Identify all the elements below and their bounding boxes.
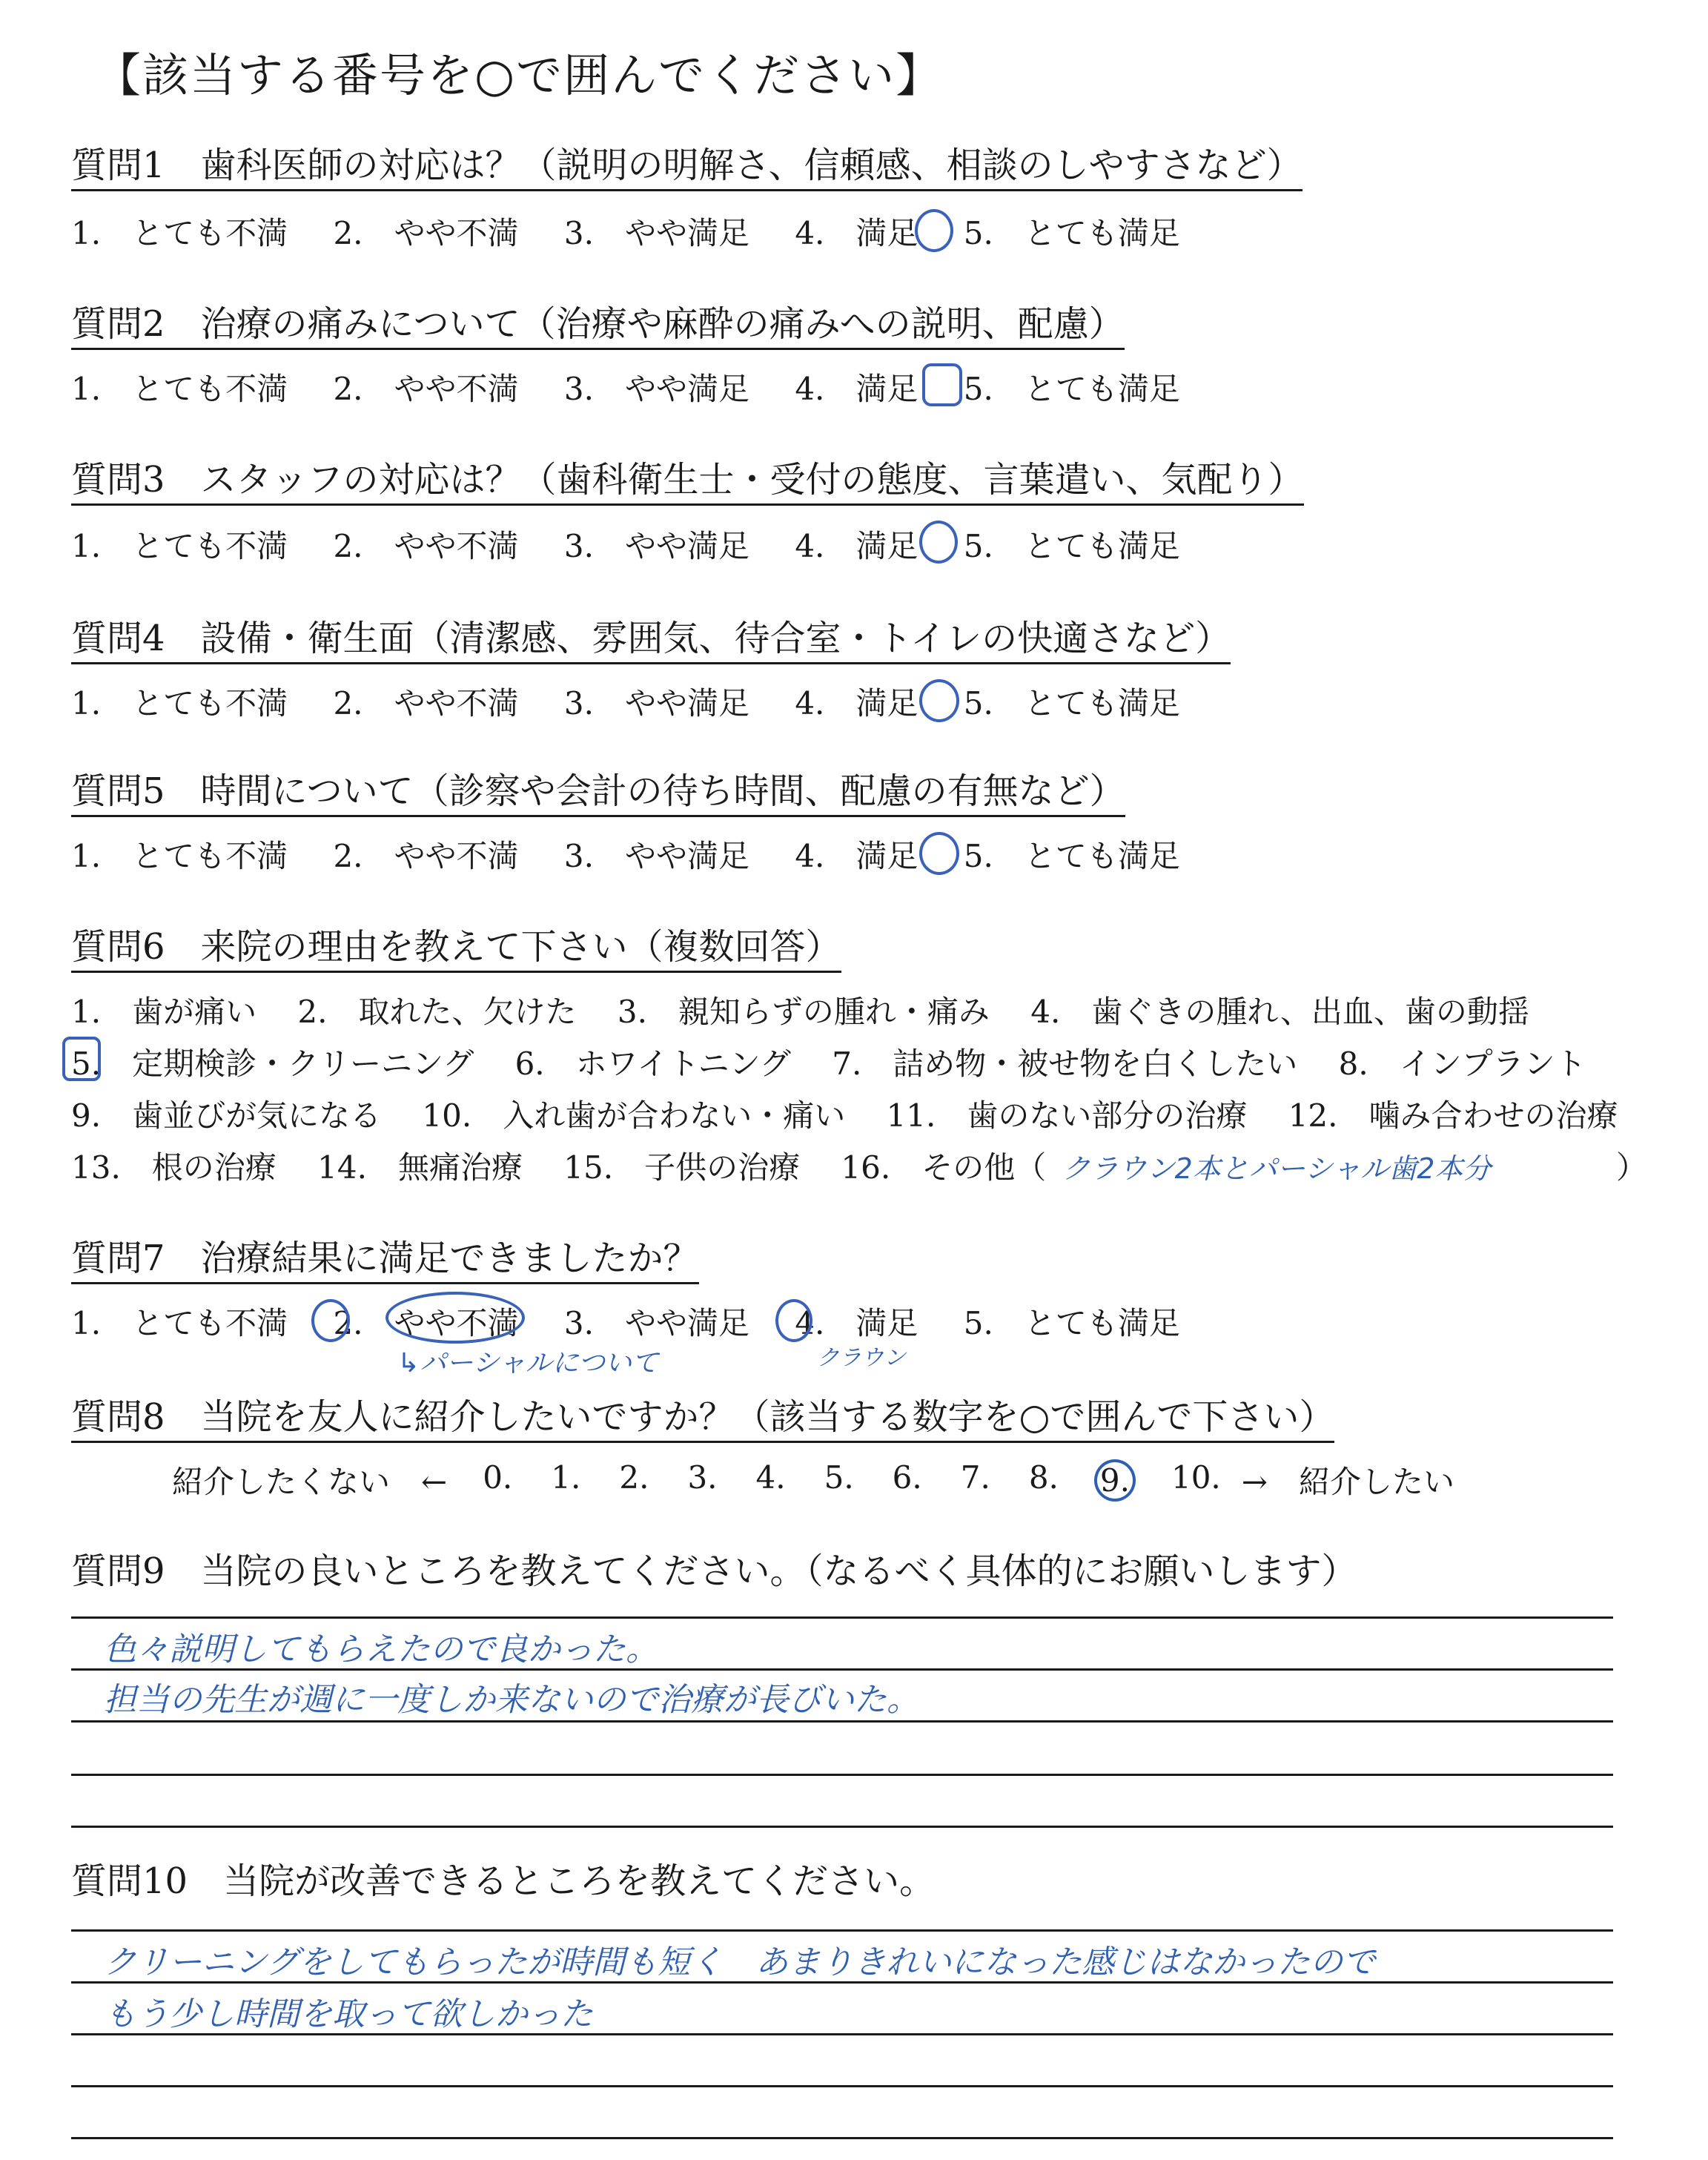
scale-number[interactable]: 10. [1171, 1459, 1221, 1496]
scale-number[interactable]: 1. [551, 1459, 581, 1496]
recommend-scale [172, 1458, 1454, 1502]
question-6-heading: 質問6 来院の理由を教えて下さい（複数回答） [71, 927, 841, 973]
scale-number[interactable]: 5. [824, 1459, 854, 1496]
option-2[interactable]: 2. やや不満 [333, 215, 519, 251]
scale-number[interactable]: 0. [483, 1459, 513, 1496]
question-5-heading: 質問5 時間について（診察や会計の待ち時間、配慮の有無など） [71, 771, 1125, 817]
selection-circle [919, 679, 959, 722]
question-10-heading: 質問10 当院が改善できるところを教えてください。 [71, 1860, 936, 1902]
answer-line [71, 2137, 1613, 2139]
option-2[interactable]: 2. やや不満 [333, 685, 519, 721]
question-5-options [71, 832, 1180, 876]
option-4[interactable]: 4. 満足 [795, 371, 918, 407]
scale-right-label: → 紹介したい [1241, 1464, 1454, 1500]
option-4[interactable]: 4. 満足 [795, 528, 918, 564]
option-5[interactable]: 5. とても満足 [963, 838, 1180, 874]
note-crown: クラウン [817, 1345, 906, 1371]
selection-circle [922, 363, 962, 406]
question-8-heading: 質問8 当院を友人に紹介したいですか？（該当する数字を○で囲んで下さい） [71, 1397, 1334, 1443]
selection-circle [919, 832, 959, 875]
option-3[interactable]: 3. やや満足 [563, 1305, 749, 1341]
question-6-line-4 [71, 1143, 1491, 1188]
scale-number[interactable]: 8. [1028, 1459, 1059, 1496]
answer-line [71, 1929, 1613, 1932]
question-7-options [71, 1299, 1180, 1344]
option-4[interactable]: 4. 満足 [795, 1305, 918, 1341]
answer-line [71, 1826, 1613, 1828]
question-3-heading: 質問3 スタッフの対応は？（歯科衛生士・受付の態度、言葉遣い、気配り） [71, 460, 1304, 506]
option-4[interactable]: 4. 満足 [795, 838, 918, 874]
option-1[interactable]: 1. とても不満 [71, 1305, 288, 1341]
option-5[interactable]: 5. とても満足 [963, 1305, 1180, 1341]
option-4[interactable]: 4. 満足 [795, 685, 918, 721]
scale-number[interactable]: 4. [755, 1459, 786, 1496]
scale-left-label: 紹介したくない ← [172, 1464, 448, 1500]
q9-answer-line-1[interactable]: 色々説明してもらえたので良かった。 [104, 1631, 658, 1668]
option-1[interactable]: 1. とても不満 [71, 528, 288, 564]
question-4-options [71, 679, 1180, 724]
question-1-options [71, 209, 1180, 254]
q9-answer-line-2[interactable]: 担当の先生が週に一度しか来ないので治療が長びいた。 [104, 1681, 919, 1719]
question-9-heading: 質問9 当院の良いところを教えてください。（なるべく具体的にお願いします） [71, 1550, 1357, 1592]
answer-line [71, 1720, 1613, 1723]
selection-circle [62, 1037, 101, 1081]
selection-circle [775, 1299, 812, 1342]
answer-line [71, 1616, 1613, 1619]
option-1[interactable]: 1. とても不満 [71, 838, 288, 874]
option-3[interactable]: 3. やや満足 [563, 215, 749, 251]
other-answer-handwritten[interactable]: クラウン2本とパーシャル歯2本分 [1062, 1152, 1492, 1185]
selection-circle [385, 1292, 525, 1344]
question-1-heading: 質問1 歯科医師の対応は？（説明の明解さ、信頼感、相談のしやすさなど） [71, 145, 1302, 191]
option-5[interactable]: 5. とても満足 [963, 215, 1180, 251]
q10-answer-line-1[interactable]: クリーニングをしてもらったが時間も短く あまりきれいになった感じはなかったので [104, 1943, 1376, 1981]
scale-number[interactable]: 3. [687, 1459, 718, 1496]
scale-number[interactable]: 7. [960, 1459, 990, 1496]
question-3-options [71, 522, 1180, 567]
question-6-line-4-text: 13. 根の治療 14. 無痛治療 15. 子供の治療 16. その他（ [71, 1149, 1047, 1186]
scale-number[interactable]: 2. [619, 1459, 649, 1496]
option-2[interactable]: 2. やや不満 [333, 528, 519, 564]
scale-number[interactable]: 9. [1094, 1459, 1136, 1502]
option-2[interactable]: 2. やや不満 [333, 371, 519, 407]
question-6-line-3[interactable]: 9. 歯並びが気になる 10. 入れ歯が合わない・痛い 11. 歯のない部分の治療 12. 噛み合わせの治療 [71, 1097, 1618, 1134]
question-6-line-2[interactable]: 5. 定期検診・クリーニング 6. ホワイトニング 7. 詰め物・被せ物を白くしたい 8. インプラント [71, 1046, 1586, 1082]
option-3[interactable]: 3. やや満足 [563, 838, 749, 874]
form-title: 【該当する番号を○で囲んでください】 [95, 48, 944, 102]
question-6-close-paren: ） [1616, 1149, 1648, 1186]
option-3[interactable]: 3. やや満足 [563, 371, 749, 407]
option-3[interactable]: 3. やや満足 [563, 528, 749, 564]
selection-circle [919, 521, 958, 564]
note-partial: ↳パーシャルについて [397, 1348, 659, 1378]
option-5[interactable]: 5. とても満足 [963, 685, 1180, 721]
question-2-options [71, 365, 1180, 409]
question-7-heading: 質問7 治療結果に満足できましたか？ [71, 1238, 699, 1284]
scale-number[interactable]: 6. [892, 1459, 922, 1496]
option-2[interactable]: 2. やや不満 [333, 838, 519, 874]
q10-answer-line-2[interactable]: もう少し時間を取って欲しかった [104, 1995, 593, 2033]
question-6-line-1[interactable]: 1. 歯が痛い 2. 取れた、欠けた 3. 親知らずの腫れ・痛み 4. 歯ぐきの腫れ、出血、歯の動揺 [71, 994, 1529, 1030]
scale-numbers [447, 1459, 1224, 1502]
option-1[interactable]: 1. とても不満 [71, 371, 288, 407]
question-2-heading: 質問2 治療の痛みについて（治療や麻酔の痛みへの説明、配慮） [71, 304, 1125, 350]
option-4[interactable]: 4. 満足 [795, 215, 918, 251]
option-5[interactable]: 5. とても満足 [963, 371, 1180, 407]
option-1[interactable]: 1. とても不満 [71, 685, 288, 721]
answer-line [71, 1774, 1613, 1776]
answer-line [71, 2085, 1613, 2087]
option-2[interactable]: 2. やや不満 [333, 1305, 519, 1341]
option-1[interactable]: 1. とても不満 [71, 215, 288, 251]
selection-circle [915, 209, 953, 252]
question-4-heading: 質問4 設備・衛生面（清潔感、雰囲気、待合室・トイレの快適さなど） [71, 618, 1231, 664]
option-3[interactable]: 3. やや満足 [563, 685, 749, 721]
option-5[interactable]: 5. とても満足 [963, 528, 1180, 564]
selection-circle [311, 1299, 350, 1342]
